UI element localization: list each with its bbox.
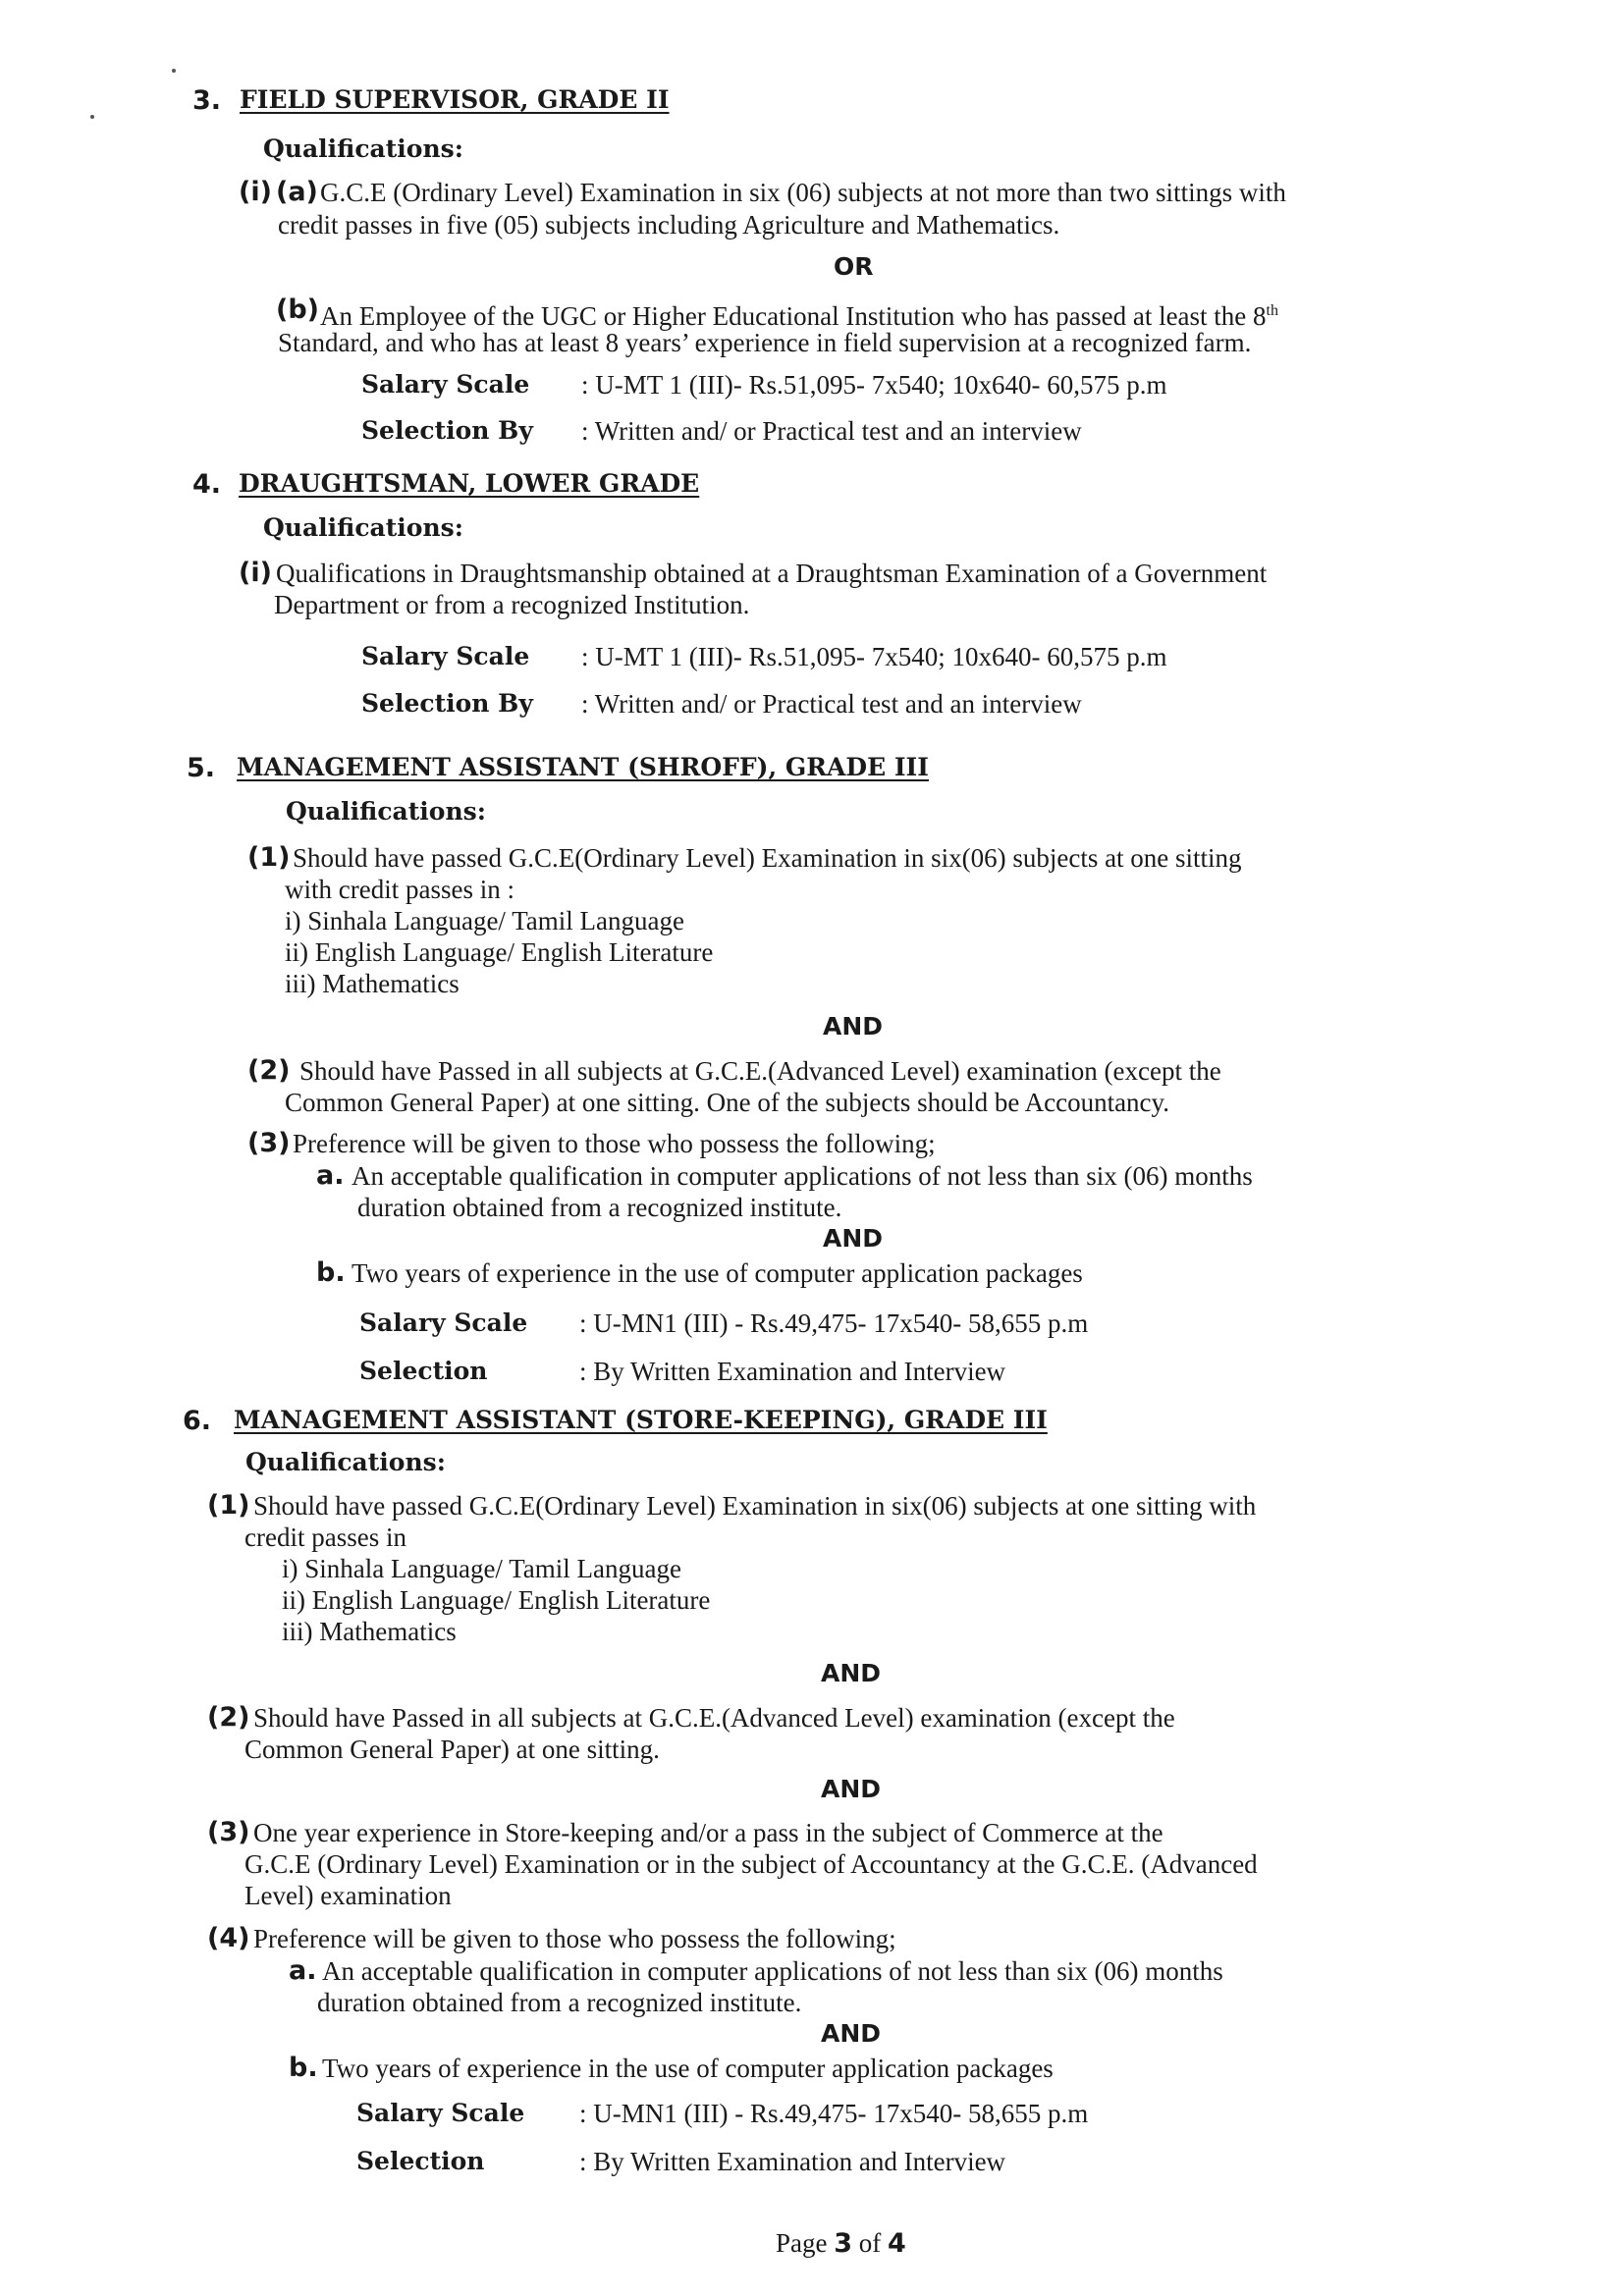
qualifications-heading: Qualifications: [263,513,463,542]
and-separator: AND [821,2019,882,2048]
qualification-text: with credit passes in : [285,875,514,904]
item-label: (a) [276,177,318,207]
section-number: 5. [187,753,216,783]
qualification-text: Preference will be given to those who possess the following; [293,1129,936,1158]
qualification-text: G.C.E (Ordinary Level) Examination or in the subject of Accountancy at the G.C.E. (Advanced [244,1849,1258,1879]
item-label: (i) [239,177,272,207]
selection-label: Selection By [361,416,533,445]
section-title: DRAUGHTSMAN, LOWER GRADE [239,469,700,498]
list-item: i) Sinhala Language/ Tamil Language [285,906,684,935]
qualification-text: An Employee of the UGC or Higher Educational Institution who has passed at least the 8th [320,301,1278,331]
qualification-text: duration obtained from a recognized institute. [317,1988,802,2017]
section-number: 6. [183,1406,212,1436]
selection-label: Selection [359,1357,488,1385]
section-number: 4. [192,469,222,500]
qualification-text: Should have passed G.C.E(Ordinary Level) Examination in six(06) subjects at one sitting with [253,1491,1257,1521]
item-label: (1) [247,842,291,873]
list-item: i) Sinhala Language/ Tamil Language [282,1554,681,1583]
list-item: iii) Mathematics [282,1617,457,1646]
selection-label: Selection By [361,689,533,718]
item-label: (2) [207,1702,250,1733]
selection-value: : By Written Examination and Interview [579,2147,1006,2176]
selection-value: : By Written Examination and Interview [579,1357,1006,1386]
section-title: FIELD SUPERVISOR, GRADE II [240,85,670,114]
selection-label: Selection [356,2147,485,2175]
salary-scale-value: : U-MT 1 (III)- Rs.51,095- 7x540; 10x640- 60,575 p.m [581,642,1167,671]
qualification-text: Two years of experience in the use of computer application packages [322,2054,1054,2083]
item-label: (3) [247,1128,291,1158]
selection-value: : Written and/ or Practical test and an interview [581,416,1082,446]
qualification-text: One year experience in Store-keeping and/or a pass in the subject of Commerce at the [253,1818,1163,1847]
qualifications-heading: Qualifications: [286,797,486,826]
qualification-text: Should have Passed in all subjects at G.C.E.(Advanced Level) examination (except the [253,1703,1175,1733]
list-item: ii) English Language/ English Literature [282,1585,711,1615]
qualification-text: Level) examination [244,1881,452,1910]
qualification-text: G.C.E (Ordinary Level) Examination in six (06) subjects at not more than two sittings with [320,178,1286,207]
and-separator: AND [821,1775,882,1803]
page-number-footer: Page 3 of 4 [776,2228,906,2259]
qualification-text: An acceptable qualification in computer applications of not less than six (06) months [352,1161,1253,1191]
section-title: MANAGEMENT ASSISTANT (STORE-KEEPING), GRADE III [234,1406,1048,1434]
item-label: a. [289,1955,317,1986]
total-pages-number: 4 [888,2228,906,2259]
qualification-text: An acceptable qualification in computer applications of not less than six (06) months [322,1956,1223,1986]
and-separator: AND [821,1659,882,1687]
item-label: (2) [247,1055,291,1086]
qualification-text: Should have passed G.C.E(Ordinary Level) Examination in six(06) subjects at one sitting [293,843,1242,873]
list-item: ii) English Language/ English Literature [285,937,714,967]
selection-value: : Written and/ or Practical test and an interview [581,689,1082,719]
salary-scale-value: : U-MN1 (III) - Rs.49,475- 17x540- 58,655 p.m [579,1308,1089,1338]
item-label: (i) [239,558,272,588]
current-page-number: 3 [834,2228,853,2259]
item-label: (b) [276,294,320,325]
item-label: b. [316,1257,346,1288]
qualification-text: Should have Passed in all subjects at G.C.E.(Advanced Level) examination (except the [299,1056,1221,1086]
list-item: iii) Mathematics [285,969,460,998]
salary-scale-value: : U-MT 1 (III)- Rs.51,095- 7x540; 10x640- 60,575 p.m [581,370,1167,400]
qualification-text: Two years of experience in the use of computer application packages [352,1258,1083,1288]
item-label: (3) [207,1817,250,1847]
item-label: (1) [207,1490,250,1521]
salary-scale-label: Salary Scale [356,2099,525,2127]
qualifications-heading: Qualifications: [245,1448,446,1476]
item-label: (4) [207,1923,250,1953]
or-separator: OR [834,252,874,281]
qualification-text: Common General Paper) at one sitting. One of the subjects should be Accountancy. [285,1088,1170,1117]
salary-scale-value: : U-MN1 (III) - Rs.49,475- 17x540- 58,655 p.m [579,2099,1089,2128]
salary-scale-label: Salary Scale [361,642,530,670]
qualification-text: duration obtained from a recognized institute. [357,1193,842,1222]
and-separator: AND [823,1224,884,1253]
qualification-text: Preference will be given to those who possess the following; [253,1924,896,1953]
qualifications-heading: Qualifications: [263,134,463,163]
section-number: 3. [192,85,222,116]
section-title: MANAGEMENT ASSISTANT (SHROFF), GRADE III [237,753,929,781]
item-label: a. [316,1160,345,1191]
qualification-text: credit passes in [244,1522,406,1552]
salary-scale-label: Salary Scale [359,1308,528,1337]
qualification-text: credit passes in five (05) subjects including Agriculture and Mathematics. [278,210,1060,240]
and-separator: AND [823,1012,884,1041]
salary-scale-label: Salary Scale [361,370,530,399]
qualification-text: Common General Paper) at one sitting. [244,1735,660,1764]
qualification-text: Standard, and who has at least 8 years’ experience in field supervision at a recognized farm. [278,328,1252,357]
item-label: b. [289,2053,318,2083]
qualification-text: Department or from a recognized Institution. [274,590,750,619]
qualification-text: Qualifications in Draughtsmanship obtained at a Draughtsman Examination of a Government [276,559,1268,588]
